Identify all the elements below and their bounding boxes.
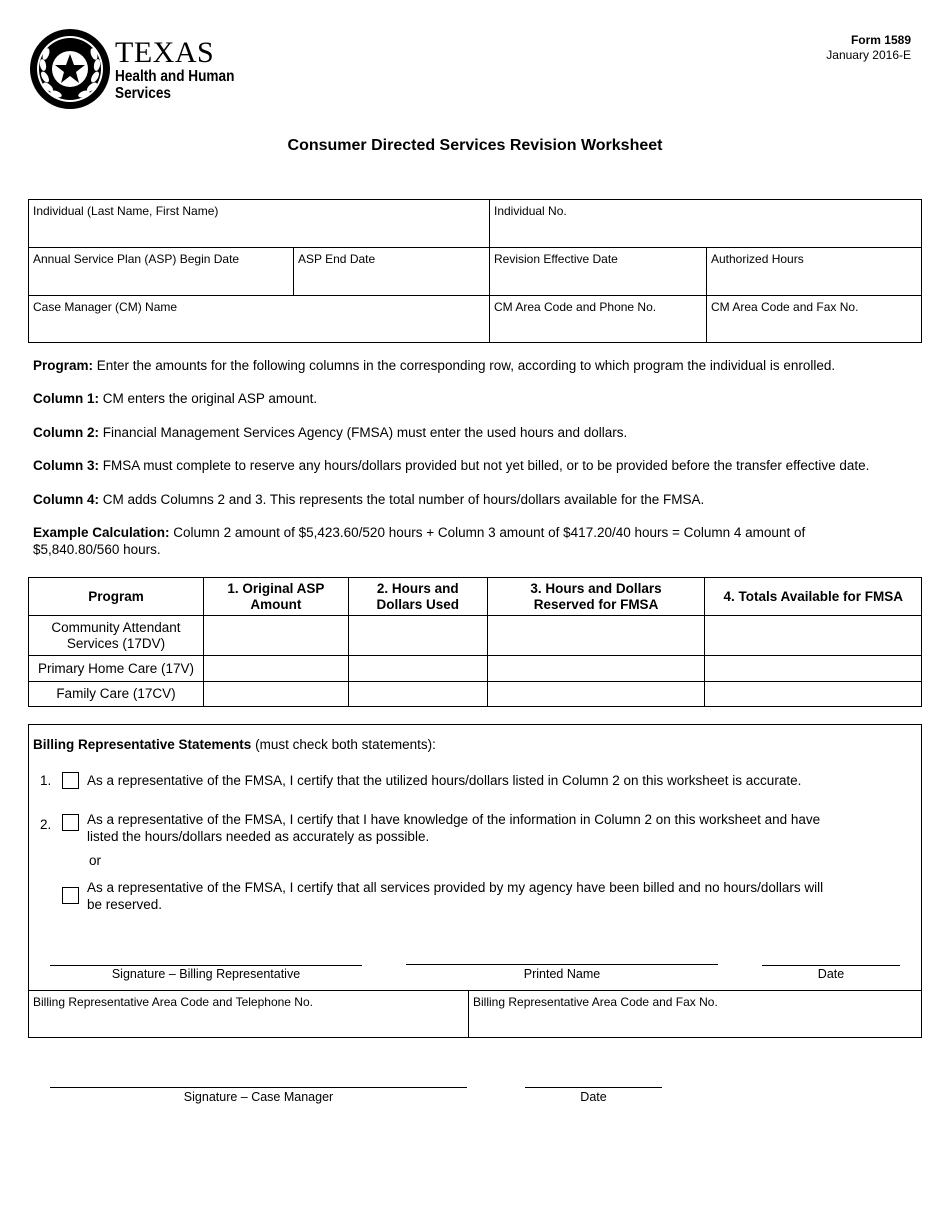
- logo-line2: Health and Human: [115, 68, 235, 85]
- table-row: [29, 656, 922, 682]
- instruction-label: Program:: [33, 358, 94, 373]
- case-manager-date-line[interactable]: [525, 1087, 662, 1088]
- billing-date-line[interactable]: [762, 965, 900, 966]
- statement-1-text: As a representative of the FMSA, I certify that the utilized hours/dollars listed in Column 2 on this worksheet is accurate.: [87, 773, 802, 788]
- field-individual-name[interactable]: Individual (Last Name, First Name): [33, 204, 219, 218]
- instruction-column-1: [33, 390, 913, 407]
- instruction-column-3: [33, 457, 913, 474]
- statement-2b-text: As a representative of the FMSA, I certify that all services provided by my agency have been billed and no hours/dollars will be reserved.: [87, 880, 824, 912]
- billing-statements-box: [28, 724, 922, 1038]
- instruction-column-4: [33, 491, 913, 508]
- instruction-text: CM adds Columns 2 and 3. This represents the total number of hours/dollars available for the FMSA.: [99, 492, 705, 507]
- field-cm-name[interactable]: Case Manager (CM) Name: [33, 300, 178, 314]
- or-label: or: [89, 853, 102, 868]
- field-cm-fax[interactable]: CM Area Code and Fax No.: [711, 300, 859, 314]
- printed-name-line[interactable]: [406, 964, 718, 965]
- field-individual-no[interactable]: Individual No.: [494, 204, 567, 218]
- table-cell[interactable]: [203, 656, 348, 682]
- field-authorized-hours[interactable]: Authorized Hours: [711, 252, 804, 266]
- statement-2a-checkbox[interactable]: [62, 814, 79, 831]
- instruction-text: FMSA must complete to reserve any hours/dollars provided but not yet billed, or to be provided before the transfer effective date.: [99, 458, 870, 473]
- column-header: Program: [29, 578, 204, 616]
- field-cm-phone[interactable]: CM Area Code and Phone No.: [494, 300, 657, 314]
- table-cell[interactable]: [705, 656, 922, 682]
- column-header: 2. Hours and Dollars Used: [348, 578, 487, 616]
- instruction-example: [33, 524, 853, 558]
- table-cell[interactable]: [487, 656, 705, 682]
- printed-name-label: Printed Name: [523, 967, 601, 981]
- instruction-label: Column 4:: [33, 492, 99, 507]
- logo-texas: TEXAS: [115, 36, 215, 69]
- logo-wordmark: [115, 38, 255, 102]
- instruction-label: Column 2:: [33, 425, 99, 440]
- table-cell[interactable]: [487, 682, 705, 707]
- form-identifier: [826, 33, 911, 63]
- table-row: [29, 616, 922, 656]
- table-cell[interactable]: [705, 682, 922, 707]
- instruction-label: Example Calculation:: [33, 525, 170, 540]
- texas-seal-icon: [28, 27, 112, 111]
- billing-signature-line[interactable]: [50, 965, 362, 966]
- statement-number: 1.: [40, 773, 52, 788]
- table-cell[interactable]: [203, 682, 348, 707]
- instruction-text: Column 2 amount of $5,423.60/520 hours + Column 3 amount of $417.20/40 hours = Column 4 amount of $5,840.80/560 hours.: [33, 525, 806, 557]
- table-cell[interactable]: [348, 616, 487, 656]
- program-name-cell: Family Care (17CV): [29, 682, 204, 707]
- program-name-cell: Primary Home Care (17V): [29, 656, 204, 682]
- table-cell[interactable]: [203, 616, 348, 656]
- table-row: [29, 682, 922, 707]
- table-cell[interactable]: [348, 682, 487, 707]
- case-manager-signature-line[interactable]: [50, 1087, 467, 1088]
- program-name-cell: Community Attendant Services (17DV): [29, 616, 204, 656]
- instruction-label: Column 1:: [33, 391, 99, 406]
- table-header-row: [29, 578, 922, 616]
- table-cell[interactable]: [348, 656, 487, 682]
- program-table: [28, 577, 922, 707]
- form-date: January 2016-E: [826, 48, 911, 62]
- instruction-program: [33, 357, 913, 374]
- column-header: 1. Original ASP Amount: [203, 578, 348, 616]
- instruction-label: Column 3:: [33, 458, 99, 473]
- instruction-column-2: [33, 424, 913, 441]
- billing-heading-rest: (must check both statements):: [251, 737, 436, 752]
- statement-number: 2.: [40, 817, 52, 832]
- statement-2a-text: As a representative of the FMSA, I certify that I have knowledge of the information in Column 2 on this worksheet and have listed the hours/dollars needed as accurately as possible.: [87, 812, 821, 844]
- table-cell[interactable]: [487, 616, 705, 656]
- field-billing-phone[interactable]: Billing Representative Area Code and Telephone No.: [33, 995, 313, 1009]
- column-header: 3. Hours and Dollars Reserved for FMSA: [487, 578, 705, 616]
- statement-2b-checkbox[interactable]: [62, 887, 79, 904]
- logo-line3: Services: [115, 85, 171, 102]
- field-asp-begin-date[interactable]: Annual Service Plan (ASP) Begin Date: [33, 252, 240, 266]
- case-manager-signature-label: Signature – Case Manager: [183, 1090, 334, 1104]
- instruction-text: CM enters the original ASP amount.: [99, 391, 318, 406]
- billing-signature-label: Signature – Billing Representative: [111, 967, 301, 981]
- column-header: 4. Totals Available for FMSA: [705, 578, 922, 616]
- billing-date-label: Date: [817, 967, 845, 981]
- info-grid: [28, 199, 922, 343]
- instruction-text: Enter the amounts for the following columns in the corresponding row, according to which program the individual is enrolled.: [93, 358, 836, 373]
- page-title: Consumer Directed Services Revision Worksheet: [287, 137, 663, 154]
- case-manager-date-label: Date: [580, 1090, 607, 1104]
- table-cell[interactable]: [705, 616, 922, 656]
- form-number: Form 1589: [850, 33, 911, 47]
- field-revision-effective-date[interactable]: Revision Effective Date: [494, 252, 618, 266]
- field-billing-fax[interactable]: Billing Representative Area Code and Fax No.: [473, 995, 718, 1009]
- billing-heading: [33, 736, 436, 753]
- billing-heading-bold: Billing Representative Statements: [33, 737, 252, 752]
- field-asp-end-date[interactable]: ASP End Date: [298, 252, 376, 266]
- statement-1-checkbox[interactable]: [62, 772, 79, 789]
- instruction-text: Financial Management Services Agency (FMSA) must enter the used hours and dollars.: [99, 425, 628, 440]
